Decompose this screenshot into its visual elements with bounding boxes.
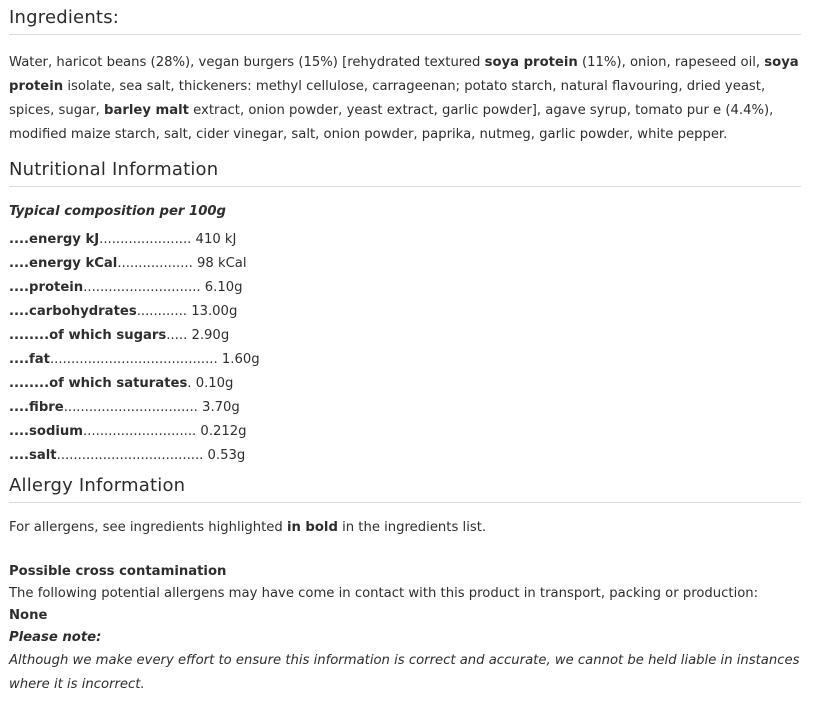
nutrition-dots: . bbox=[187, 376, 192, 391]
nutrition-row bbox=[9, 252, 801, 276]
nutrition-table bbox=[9, 228, 801, 468]
nutrition-row bbox=[9, 300, 801, 324]
nutrition-dots: ............ bbox=[136, 304, 187, 319]
allergy-text bbox=[9, 517, 801, 539]
allergy-heading: Allergy Information bbox=[9, 475, 801, 503]
nutrition-value: 3.70g bbox=[197, 400, 240, 415]
ingredients-part: Water, haricot beans (28%), vegan burgers (15%) [rehydrated textured bbox=[9, 55, 485, 70]
nutrition-label: ........of which saturates bbox=[9, 376, 188, 391]
nutrition-dots: ..... bbox=[166, 328, 188, 343]
nutrition-dots: ........................................ bbox=[49, 352, 218, 367]
nutrition-label: ....energy kJ bbox=[9, 232, 100, 247]
nutrition-label: ....carbohydrates bbox=[9, 304, 137, 319]
nutrition-value: 1.60g bbox=[217, 352, 260, 367]
nutrition-section bbox=[9, 159, 801, 468]
nutrition-row bbox=[9, 324, 801, 348]
ingredients-part: (11%), onion, rapeseed oil, bbox=[577, 55, 765, 70]
cross-contamination-value: None bbox=[9, 608, 48, 623]
allergen-soya-protein: soya protein bbox=[484, 55, 578, 70]
ingredients-part: extract, onion powder, yeast extract, garlic powder], agave syrup, tomato pur e (4.4%), modified maize starch, salt, cider vinegar, salt, onion powder, paprika, nutmeg, garlic powder, white pepper. bbox=[9, 103, 774, 142]
nutrition-value: 410 kJ bbox=[191, 232, 237, 247]
allergy-text-after: in the ingredients list. bbox=[337, 520, 487, 535]
nutrition-value: 0.53g bbox=[203, 448, 246, 463]
nutrition-row bbox=[9, 420, 801, 444]
nutrition-label: ....salt bbox=[9, 448, 57, 463]
note-text: Although we make every effort to ensure this information is correct and accurate, we cannot be held liable in instances where it is incorrect. bbox=[9, 653, 800, 692]
nutrition-row bbox=[9, 444, 801, 468]
nutrition-dots: ........................... bbox=[83, 424, 197, 439]
nutrition-label: ....energy kCal bbox=[9, 256, 118, 271]
nutrition-subheading: Typical composition per 100g bbox=[9, 204, 226, 219]
allergen-barley-malt: barley malt bbox=[104, 103, 189, 118]
note-title: Please note: bbox=[9, 630, 102, 645]
cross-contamination-title: Possible cross contamination bbox=[9, 564, 227, 579]
ingredients-part: isolate, sea salt, thickeners: methyl cellulose, carrageenan; potato starch, natural flavouring, dried yeast, spices, sugar, bbox=[9, 79, 766, 118]
nutrition-row bbox=[9, 228, 801, 252]
nutrition-dots: ............................ bbox=[83, 280, 201, 295]
allergy-text-before: For allergens, see ingredients highlighted bbox=[9, 520, 287, 535]
cross-contamination bbox=[9, 561, 801, 697]
nutrition-label: ....fat bbox=[9, 352, 50, 367]
nutrition-value: 2.90g bbox=[187, 328, 230, 343]
allergy-section bbox=[9, 475, 801, 697]
ingredients-text bbox=[9, 51, 801, 147]
nutrition-label: ........of which sugars bbox=[9, 328, 167, 343]
nutrition-dots: .................. bbox=[117, 256, 193, 271]
nutrition-value: 13.00g bbox=[187, 304, 238, 319]
nutrition-value: 98 kCal bbox=[192, 256, 247, 271]
nutrition-value: 0.212g bbox=[196, 424, 247, 439]
nutrition-dots: ................................ bbox=[63, 400, 198, 415]
cross-contamination-text: The following potential allergens may have come in contact with this product in transport, packing or production: bbox=[9, 586, 759, 601]
nutrition-label: ....fibre bbox=[9, 400, 64, 415]
nutrition-row bbox=[9, 372, 801, 396]
allergy-text-bold: in bold bbox=[286, 520, 338, 535]
nutrition-label: ....protein bbox=[9, 280, 84, 295]
nutrition-value: 0.10g bbox=[191, 376, 234, 391]
allergen-soya-protein: soya protein bbox=[9, 55, 799, 94]
nutrition-heading: Nutritional Information bbox=[9, 159, 801, 187]
nutrition-row bbox=[9, 396, 801, 420]
nutrition-dots: ................................... bbox=[56, 448, 204, 463]
nutrition-row bbox=[9, 276, 801, 300]
ingredients-section bbox=[9, 0, 801, 147]
nutrition-dots: ...................... bbox=[99, 232, 192, 247]
nutrition-value: 6.10g bbox=[200, 280, 243, 295]
nutrition-label: ....sodium bbox=[9, 424, 84, 439]
ingredients-heading: Ingredients: bbox=[9, 7, 801, 35]
nutrition-row bbox=[9, 348, 801, 372]
